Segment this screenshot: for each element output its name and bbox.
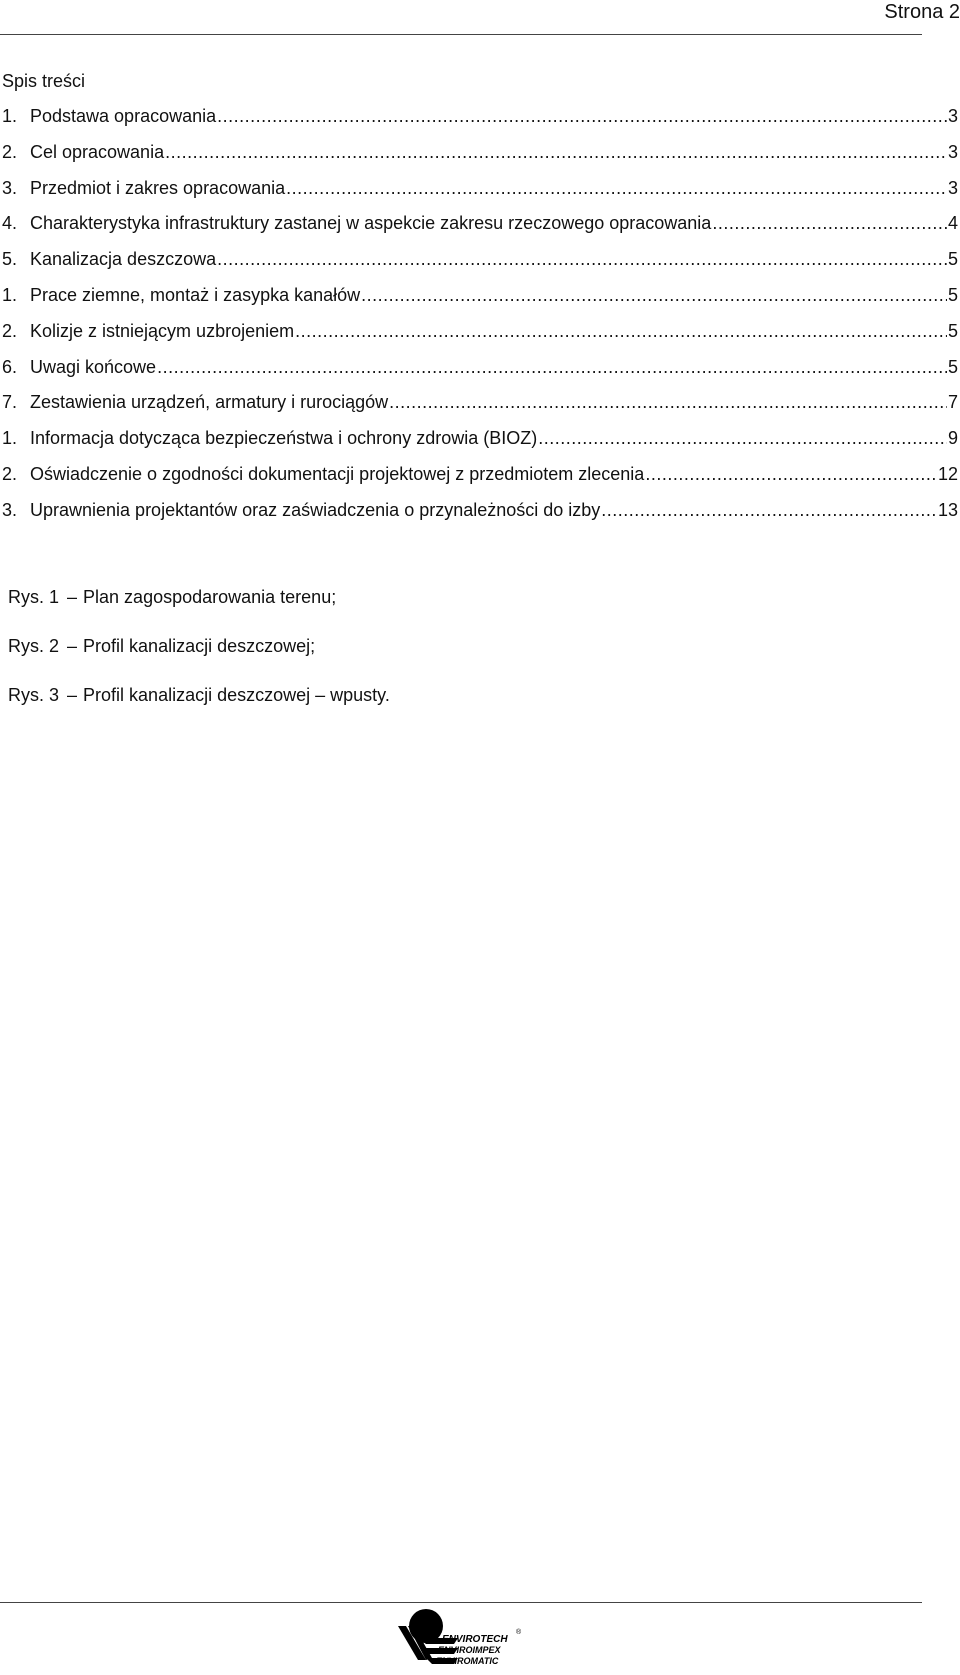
table-of-contents [2, 70, 958, 535]
toc-dot-leader [286, 177, 947, 199]
figure-item [8, 586, 390, 635]
toc-dot-leader [165, 141, 947, 163]
toc-entry-title: Cel opracowania [30, 141, 165, 162]
toc-entry [2, 177, 958, 213]
toc-entry-number: 1. [2, 428, 18, 449]
toc-entry-page: 9 [947, 428, 958, 449]
toc-entry-number: 6. [2, 356, 18, 377]
toc-entry-page: 13 [937, 499, 958, 520]
toc-dot-leader [645, 463, 937, 485]
toc-entry-number: 3. [2, 499, 18, 520]
toc-entry-title: Kolizje z istniejącym uzbrojeniem [30, 320, 295, 341]
figure-title: Plan zagospodarowania terenu; [83, 587, 337, 607]
toc-entry [2, 463, 958, 499]
toc-entry-title: Zestawienia urządzeń, armatury i rurociągów [30, 392, 389, 413]
figure-list [8, 586, 390, 733]
header-rule [0, 34, 922, 35]
logo-emblem-circle [409, 1609, 443, 1643]
toc-entry-number: 2. [2, 463, 18, 484]
toc-entry-number: 2. [2, 141, 18, 162]
toc-entry [2, 248, 958, 284]
toc-entry [2, 284, 958, 320]
toc-dot-leader [538, 427, 947, 449]
figure-dash: – [67, 685, 78, 705]
figure-label: Rys. 1 [8, 587, 60, 607]
toc-entry-number: 1. [2, 106, 18, 126]
toc-dot-leader [295, 320, 947, 342]
logo-text-line: ENVIROIMPEX [438, 1645, 501, 1655]
toc-entry-page: 3 [947, 177, 958, 198]
toc-dot-leader [217, 105, 947, 127]
toc-entry-number: 2. [2, 320, 18, 341]
toc-heading: Spis treści [2, 71, 86, 91]
toc-entry-page: 5 [947, 356, 958, 377]
toc-entry-number: 5. [2, 249, 18, 270]
toc-dot-leader [361, 284, 947, 306]
figure-title: Profil kanalizacji deszczowej – wpusty. [83, 685, 390, 705]
toc-entry [2, 212, 958, 248]
toc-entry-title: Uprawnienia projektantów oraz zaświadczenia o przynależności do izby [30, 499, 601, 520]
figure-dash: – [67, 636, 78, 656]
logo-graphic [398, 1604, 558, 1670]
toc-dot-leader [217, 248, 947, 270]
toc-entry [2, 427, 958, 463]
logo-text-line: ENVIROMATIC [436, 1656, 499, 1666]
toc-entry-title: Uwagi końcowe [30, 356, 157, 377]
toc-entry [2, 320, 958, 356]
toc-entry [2, 499, 958, 535]
toc-list [2, 105, 958, 535]
toc-entry-page: 4 [947, 213, 958, 234]
figure-item [8, 684, 390, 733]
toc-entry-page: 3 [947, 141, 958, 162]
toc-entry-number: 4. [2, 213, 18, 234]
toc-entry-page: 3 [947, 106, 958, 126]
figure-label: Rys. 2 [8, 636, 60, 656]
toc-entry [2, 105, 958, 141]
toc-entry-page: 5 [947, 249, 958, 270]
figure-item [8, 635, 390, 684]
toc-entry-number: 3. [2, 177, 18, 198]
toc-dot-leader [712, 212, 947, 234]
page-number: Strona 2 [884, 1, 960, 23]
toc-entry-page: 5 [947, 284, 958, 305]
toc-entry-title: Charakterystyka infrastruktury zastanej w aspekcie zakresu rzeczowego opracowania [30, 213, 712, 234]
toc-entry-title: Podstawa opracowania [30, 106, 217, 126]
company-logo [398, 1604, 558, 1670]
toc-entry-page: 7 [947, 392, 958, 413]
toc-entry-number: 1. [2, 284, 18, 305]
toc-entry-title: Kanalizacja deszczowa [30, 249, 217, 270]
toc-dot-leader [601, 499, 937, 521]
logo-text-line: ENVIROTECH [442, 1634, 508, 1645]
toc-dot-leader [157, 356, 947, 378]
toc-entry [2, 356, 958, 392]
toc-entry-page: 5 [947, 320, 958, 341]
toc-dot-leader [389, 391, 947, 413]
figure-label: Rys. 3 [8, 685, 60, 705]
toc-entry-title: Oświadczenie o zgodności dokumentacji projektowej z przedmiotem zlecenia [30, 463, 645, 484]
toc-entry-title: Prace ziemne, montaż i zasypka kanałów [30, 284, 361, 305]
toc-entry [2, 141, 958, 177]
toc-entry-page: 12 [937, 463, 958, 484]
registered-mark: ® [516, 1629, 522, 1636]
toc-entry-title: Przedmiot i zakres opracowania [30, 177, 286, 198]
figure-dash: – [67, 587, 78, 607]
toc-entry [2, 391, 958, 427]
toc-entry-title: Informacja dotycząca bezpieczeństwa i ochrony zdrowia (BIOZ) [30, 428, 538, 449]
figure-title: Profil kanalizacji deszczowej; [83, 636, 316, 656]
footer-rule [0, 1602, 922, 1603]
toc-entry-number: 7. [2, 392, 18, 413]
